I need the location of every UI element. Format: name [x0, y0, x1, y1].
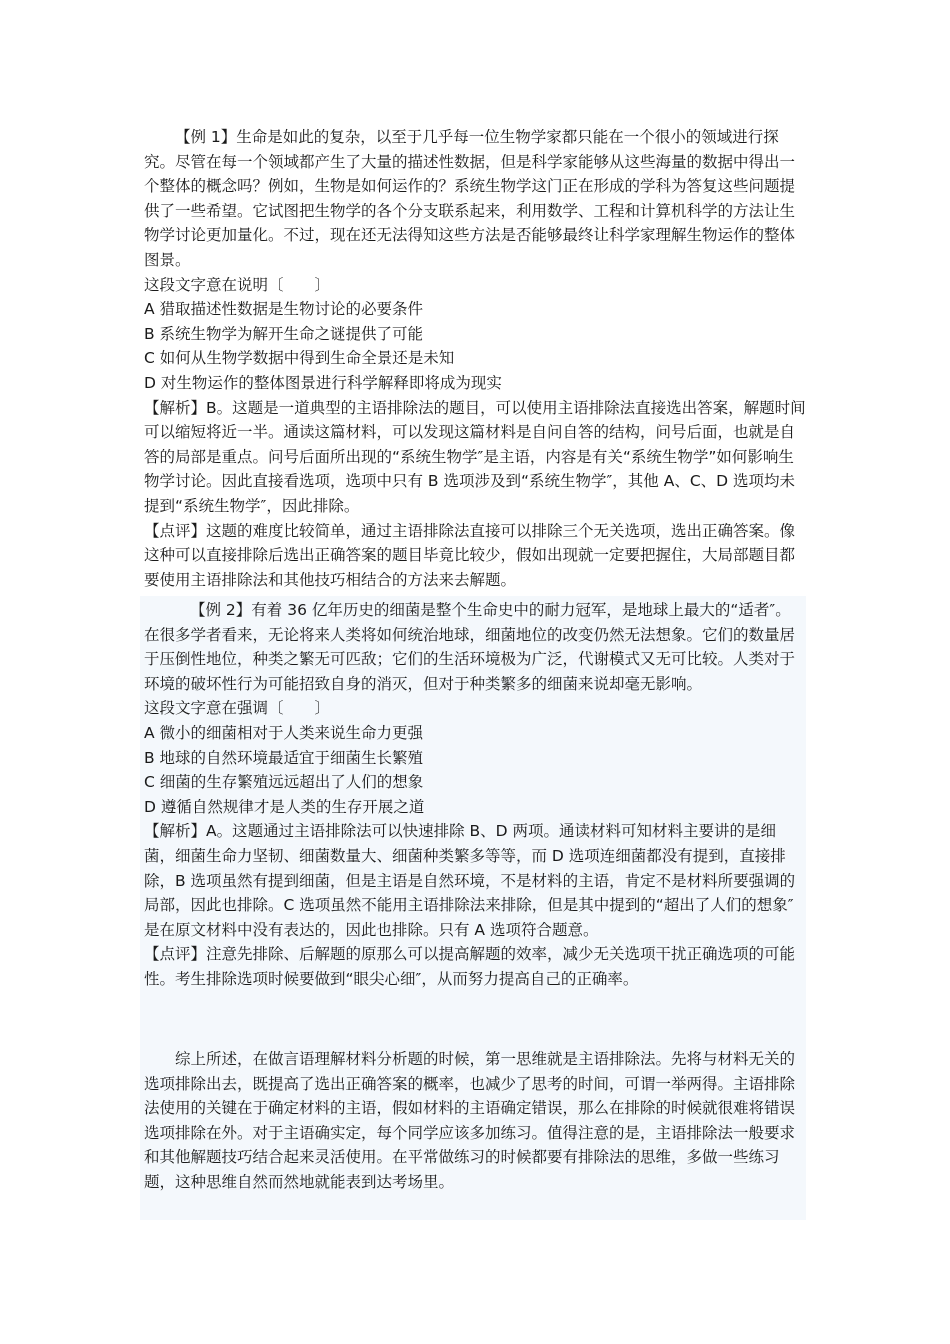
- example-1: [144, 125, 806, 592]
- summary-paragraph: 综上所述，在做言语理解材料分析题的时候，第一思维就是主语排除法。先将与材料无关的选项排除出去，既提高了选出正确答案的概率，也减少了思考的时间，可谓一举两得。主语排除法使用的关键在于确定材料的主语，假如材料的主语确定错误，那么在排除的时候就很难将错误选项排除在外。对于主语确实定，每个同学应该多加练习。值得注意的是，主语排除法一般要求和其他解题技巧结合起来灵活使用。在平常做练习的时候都要有排除法的思维，多做一些练习题，这种思维自然而然地就能表到达考场里。: [144, 1050, 796, 1191]
- example-1-option-a: A 猎取描述性数据是生物讨论的必要条件: [144, 300, 424, 319]
- summary-section: [144, 1047, 806, 1195]
- example-1-option-d: D 对生物运作的整体图景进行科学解释即将成为现实: [144, 373, 502, 392]
- example-2-option-a: A 微小的细菌相对于人类来说生命力更强: [144, 723, 424, 742]
- example-2-question: 这段文字意在强调〔 〕: [144, 699, 331, 718]
- example-1-option-b: B 系统生物学为解开生命之谜提供了可能: [144, 324, 424, 343]
- example-2-comment: 【点评】注意先排除、后解题的原那么可以提高解题的效率，减少无关选项干扰正确选项的可能性。考生排除选项时候要做到“眼尖心细″，从而努力提高自己的正确率。: [144, 945, 796, 988]
- example-2-analysis: 【解析】A。这题通过主语排除法可以快速排除 B、D 两项。通读材料可知材料主要讲的是细菌，细菌生命力坚韧、细菌数量大、细菌种类繁多等等，而 D 选项连细菌都没有提到，直接排除，B 选项虽然有提到细菌，但是主语是自然环境，不是材料的主语，肯定不是材料所要强调的局部，因此也排除。C 选项虽然不能用主语排除法来排除，但是其中提到的“超出了人们的想象″是在原文材料中没有表达的，因此也排除。只有 A 选项符合题意。: [144, 822, 796, 939]
- example-2-passage: 【例 2】有着 36 亿年历史的细菌是整个生命史中的耐力冠军，是地球上最大的“适者″。在很多学者看来，无论将来人类将如何统治地球，细菌地位的改变仍然无法想象。它们的数量居于压倒性地位，种类之繁无可匹敌；它们的生活环境极为广泛，代谢模式又无可比较。人类对于环境的破坏性行为可能招致自身的消灭，但对于种类繁多的细菌来说却毫无影响。: [144, 601, 796, 693]
- example-1-analysis: 【解析】B。这题是一道典型的主语排除法的题目，可以使用主语排除法直接选出答案，解题时间可以缩短将近一半。通读这篇材料，可以发现这篇材料是自问自答的结构，问号后面，也就是自答的局部是重点。问号后面所出现的“系统生物学″是主语，内容是有关“系统生物学”如何影响生物学讨论。因此直接看选项，选项中只有 B 选项涉及到“系统生物学″，其他 A、C、D 选项均未提到“系统生物学″，因此排除。: [144, 398, 806, 515]
- example-2-option-b: B 地球的自然环境最适宜于细菌生长繁殖: [144, 748, 424, 767]
- example-2: [144, 598, 806, 992]
- example-2-option-c: C 细菌的生存繁殖远远超出了人们的想象: [144, 773, 424, 792]
- example-1-passage: 【例 1】生命是如此的复杂，以至于几乎每一位生物学家都只能在一个很小的领域进行探究。尽管在每一个领域都产生了大量的描述性数据，但是科学家能够从这些海量的数据中得出一个整体的概念吗？例如，生物是如何运作的？系统生物学这门正在形成的学科为答复这些问题提供了一些希望。它试图把生物学的各个分支联系起来，利用数学、工程和计算机科学的方法让生物学讨论更加量化。不过，现在还无法得知这些方法是否能够最终让科学家理解生物运作的整体图景。: [144, 128, 796, 269]
- example-1-comment: 【点评】这题的难度比较简单，通过主语排除法直接可以排除三个无关选项，选出正确答案。像这种可以直接排除后选出正确答案的题目毕竟比较少，假如出现就一定要把握住，大局部题目都要使用主语排除法和其他技巧相结合的方法来去解题。: [144, 521, 796, 589]
- example-1-option-c: C 如何从生物学数据中得到生命全景还是未知: [144, 349, 455, 368]
- example-1-question: 这段文字意在说明〔 〕: [144, 275, 331, 294]
- example-2-option-d: D 遵循自然规律才是人类的生存开展之道: [144, 797, 425, 816]
